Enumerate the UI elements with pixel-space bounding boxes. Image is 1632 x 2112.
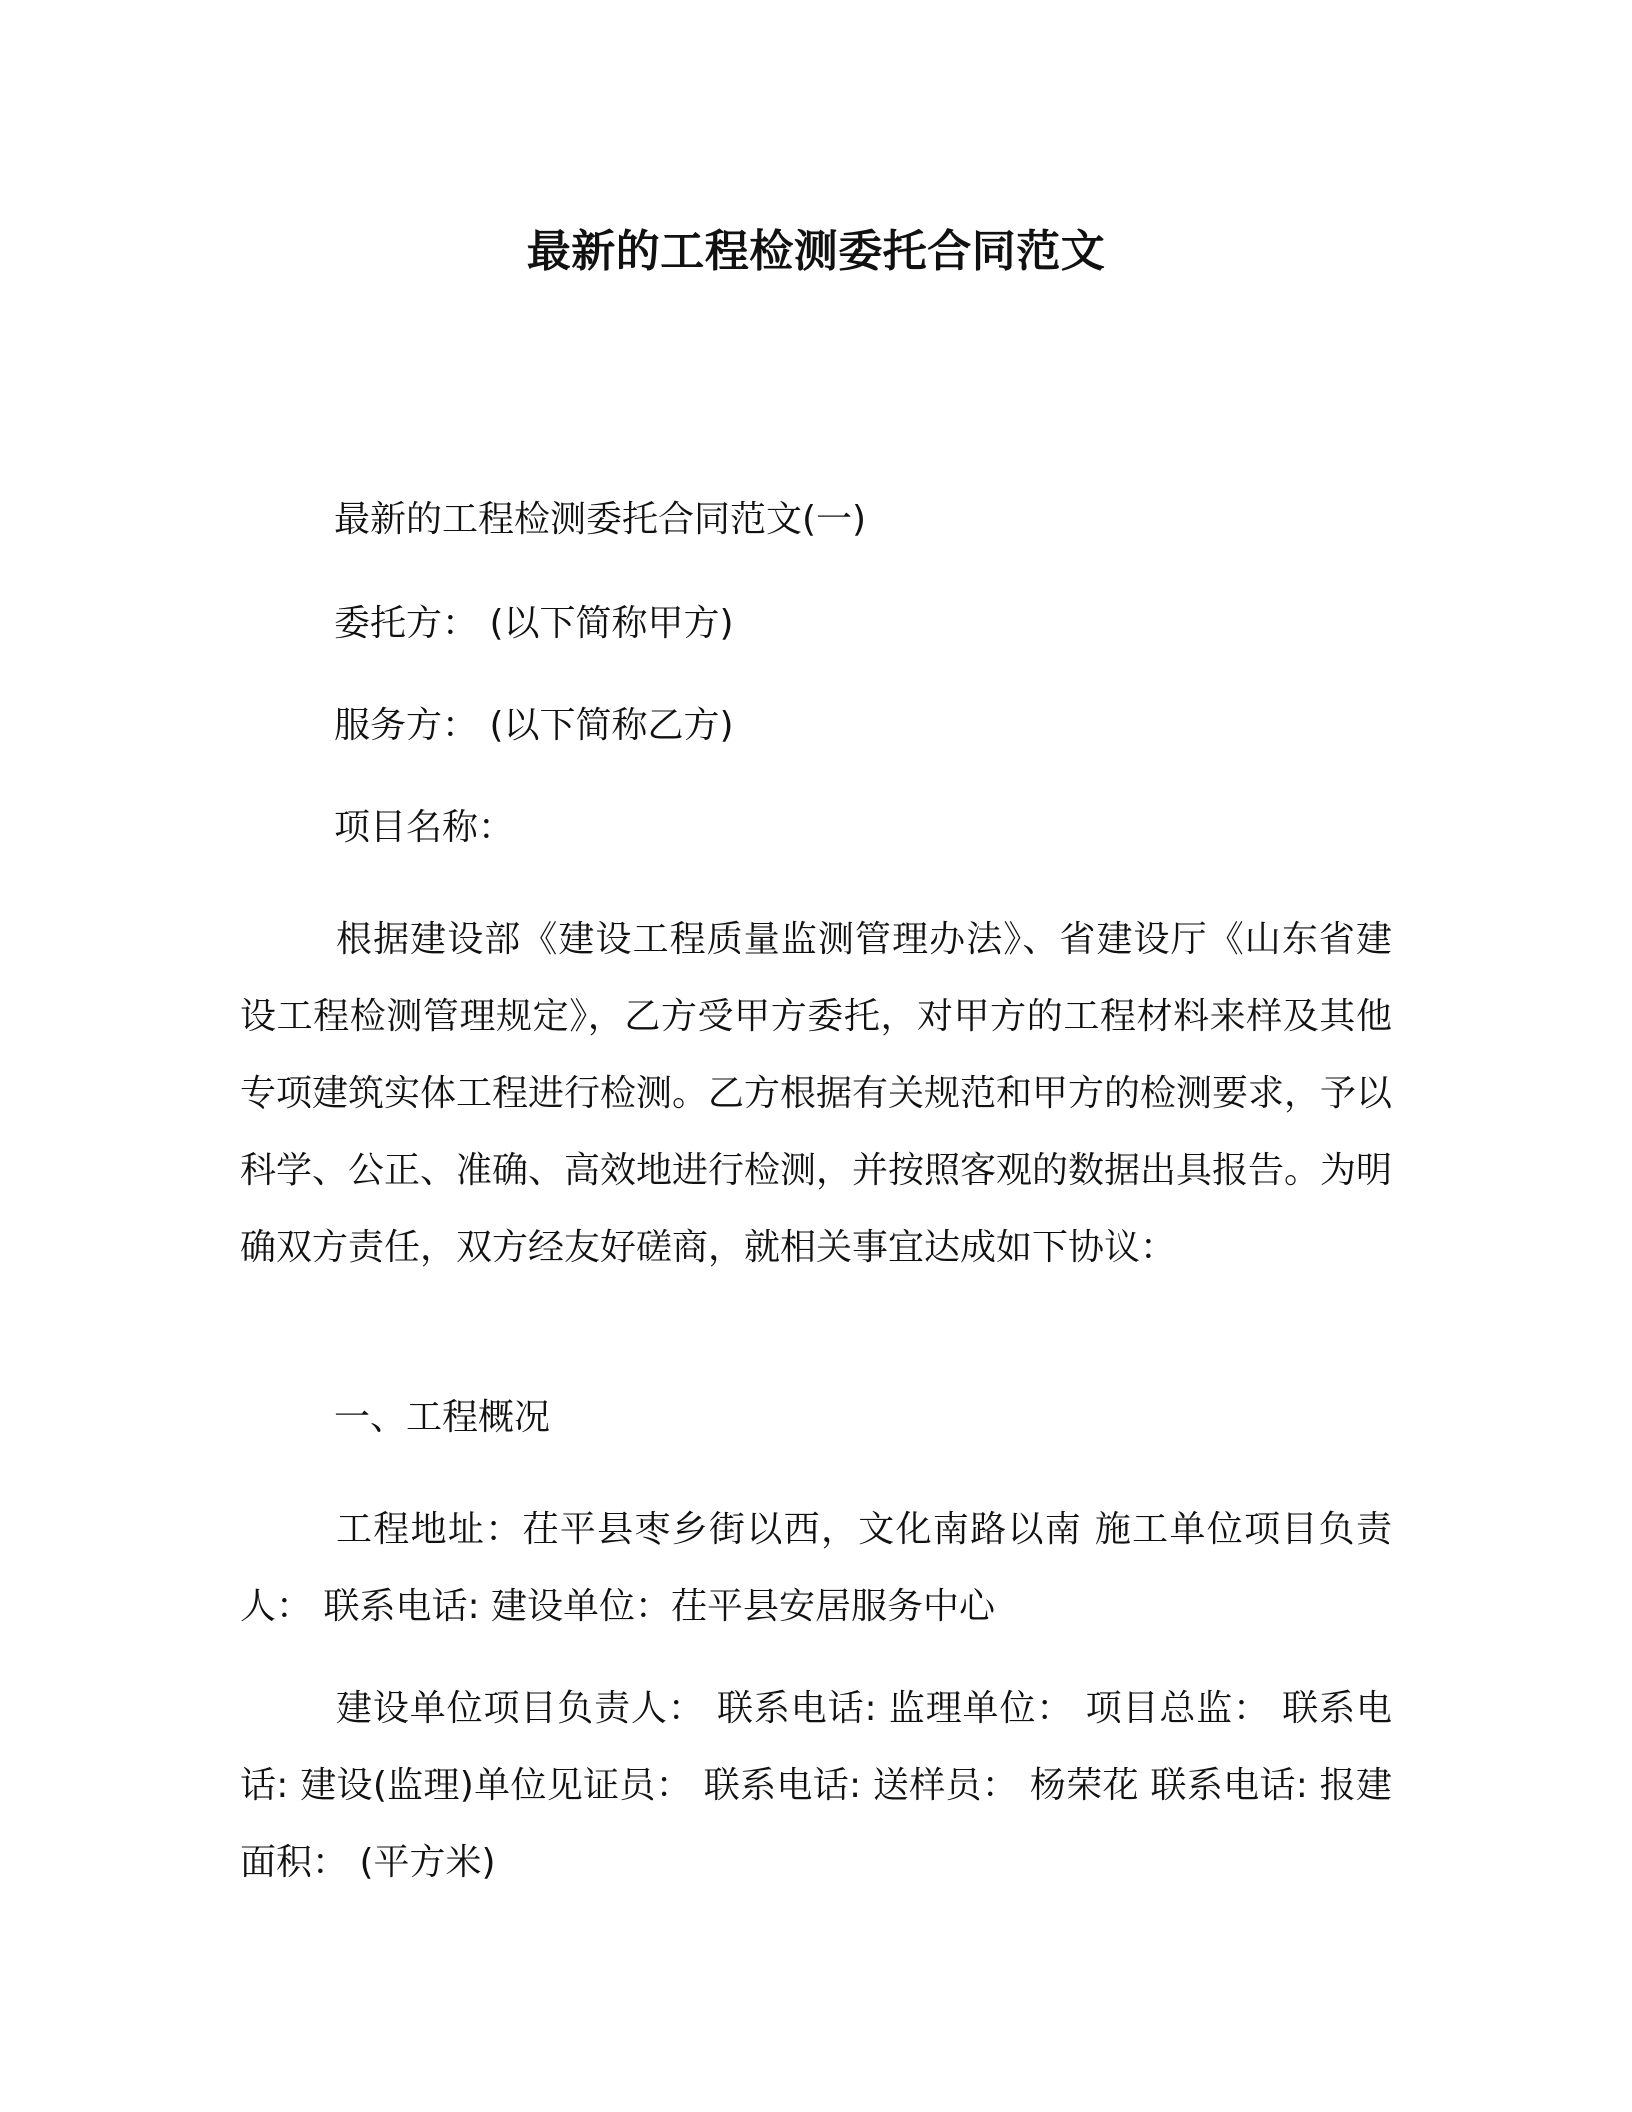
- client-line: 委托方： (以下简称甲方): [334, 603, 734, 644]
- intro-paragraph: 根据建设部《建设工程质量监测管理办法》、省建设厅《山东省建设工程检测管理规定》，乙方受甲方委托，对甲方的工程材料来样及其他专项建筑实体工程进行检测。乙方根据有关规范和甲方的检测要求，予以科学、公正、准确、高效地进行检测，并按照客观的数据出具报告。为明确双方责任，双方经友好磋商，就相关事宜达成如下协议：: [240, 919, 1393, 1268]
- document-title: 最新的工程检测委托合同范文: [526, 226, 1106, 277]
- section1-paragraph-2: 建设单位项目负责人： 联系电话: 监理单位： 项目总监： 联系电话: 建设(监理)单位见证员： 联系电话: 送样员： 杨荣花 联系电话: 报建面积： (平方米): [240, 1688, 1392, 1883]
- document-subtitle: 最新的工程检测委托合同范文(一): [334, 499, 867, 540]
- section1-heading: 一、工程概况: [334, 1397, 551, 1438]
- project-name-line: 项目名称：: [334, 807, 515, 848]
- section1-paragraph-1: 工程地址：茌平县枣乡街以西，文化南路以南 施工单位项目负责人： 联系电话: 建设单位：茌平县安居服务中心: [240, 1509, 1392, 1627]
- provider-line: 服务方： (以下简称乙方): [334, 705, 734, 746]
